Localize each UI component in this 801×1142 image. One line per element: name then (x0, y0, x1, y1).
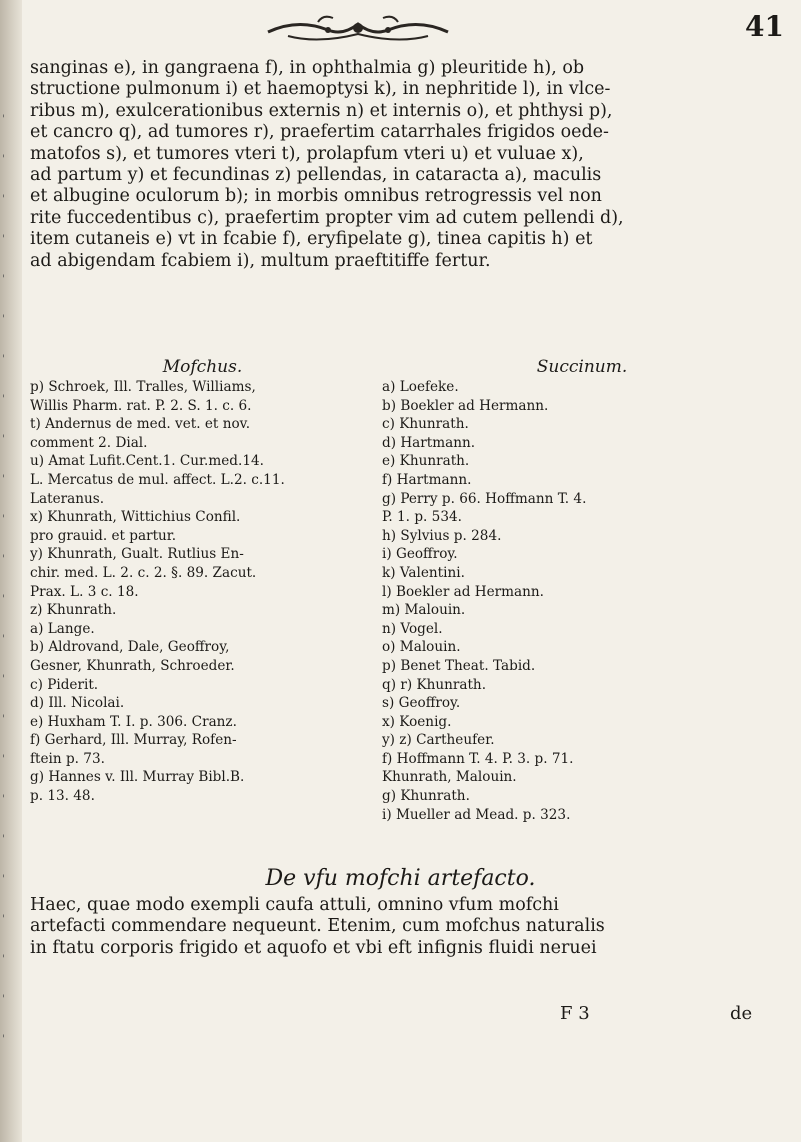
footnote-line: pro grauid. et partur. (30, 527, 177, 544)
right-column-heading: Succinum. (536, 357, 628, 377)
footnote-line: y) Khunrath, Gualt. Rutlius En- (30, 546, 244, 563)
section-title: De vfu mofchi artefacto. (265, 866, 536, 891)
paragraph-line: artefacti commendare nequeunt. Etenim, cum mofchus naturalis (30, 916, 605, 937)
footnote-line: Lateranus. (30, 490, 105, 507)
footnote-line: q) r) Khunrath. (382, 676, 487, 693)
footnote-line: b) Boekler ad Hermann. (382, 397, 549, 414)
left-column-heading: Mofchus. (162, 357, 243, 377)
footnote-line: x) Khunrath, Wittichius Confil. (30, 509, 241, 526)
footnote-line: Prax. L. 3 c. 18. (30, 583, 139, 600)
left-column-lines (30, 378, 375, 806)
footnote-line: f) Gerhard, Ill. Murray, Rofen- (30, 732, 237, 749)
footnote-line: chir. med. L. 2. c. 2. §. 89. Zacut. (30, 564, 257, 581)
footnote-line: a) Loefeke. (382, 379, 459, 395)
footnote-line: b) Aldrovand, Dale, Geoffroy, (30, 639, 230, 656)
footnote-line: p) Schroek, Ill. Tralles, Williams, (30, 379, 256, 395)
right-footnote-column (382, 357, 782, 824)
footnote-line: s) Geoffroy. (382, 695, 461, 712)
footnote-line: L. Mercatus de mul. affect. L.2. c.11. (30, 471, 285, 488)
page-number: 41 (745, 10, 784, 43)
footnote-line: ftein p. 73. (30, 750, 105, 767)
footnote-line: u) Amat Lufit.Cent.1. Cur.med.14. (30, 453, 264, 470)
footnote-line: g) Khunrath. (382, 788, 470, 805)
footnote-line: P. 1. p. 534. (382, 509, 462, 526)
footnote-line: c) Khunrath. (382, 416, 469, 433)
signature-mark: F 3 (560, 1003, 590, 1024)
footnote-line: comment 2. Dial. (30, 434, 148, 451)
footnote-line: i) Geoffroy. (382, 546, 458, 563)
footnote-line: y) z) Cartheufer. (382, 732, 495, 749)
footnote-line: p. 13. 48. (30, 788, 95, 805)
margin-marks: ' ' ' ' ' ' ' ' ' ' ' ' ' ' ' ' ' ' ' ' ' ' ' ' (2, 114, 5, 1045)
top-paragraph (30, 58, 775, 272)
paragraph-line: item cutaneis e) vt in fcabie f), eryfipelate g), tinea capitis h) et (30, 229, 593, 250)
footnote-line: k) Valentini. (382, 564, 465, 581)
footnote-line: g) Hannes v. Ill. Murray Bibl.B. (30, 769, 245, 786)
footnote-line: p) Benet Theat. Tabid. (382, 657, 536, 674)
paragraph-line: ad partum y) et fecundinas z) pellendas, in cataracta a), maculis (30, 165, 602, 186)
footnote-line: l) Boekler ad Hermann. (382, 583, 544, 600)
footnote-line: n) Vogel. (382, 620, 443, 637)
right-column-lines (382, 378, 782, 824)
paragraph-line: Haec, quae modo exempli caufa attuli, omnino vfum mofchi (30, 895, 559, 915)
footnote-line: d) Hartmann. (382, 434, 476, 451)
footnote-line: Willis Pharm. rat. P. 2. S. 1. c. 6. (30, 397, 252, 414)
paragraph-line: structione pulmonum i) et haemoptysi k), in nephritide l), in vlce- (30, 79, 611, 100)
footnote-line: z) Khunrath. (30, 602, 117, 619)
paragraph-line: in ftatu corporis frigido et aquofo et vbi eft infignis fluidi neruei (30, 937, 597, 958)
footnote-line: t) Andernus de med. vet. et nov. (30, 416, 251, 433)
paragraph-line: ad abigendam fcabiem i), multum praeftitiffe fertur. (30, 250, 491, 271)
paragraph-line: et cancro q), ad tumores r), praefertim catarrhales frigidos oede- (30, 122, 609, 143)
footnote-line: m) Malouin. (382, 602, 466, 619)
footnote-line: a) Lange. (30, 620, 95, 637)
footnote-line: o) Malouin. (382, 639, 461, 656)
page-binding-edge (0, 0, 22, 1142)
footnote-line: Gesner, Khunrath, Schroeder. (30, 657, 235, 674)
footnote-line: f) Hoffmann T. 4. P. 3. p. 71. (382, 750, 574, 767)
footnote-line: c) Piderit. (30, 676, 99, 693)
head-ornament (258, 10, 458, 50)
footnote-line: f) Hartmann. (382, 471, 472, 488)
left-footnote-column (30, 357, 375, 806)
paragraph-line: sanginas e), in gangraena f), in ophthalmia g) pleuritide h), ob (30, 58, 585, 78)
paragraph-line: ribus m), exulcerationibus externis n) et internis o), et phthysi p), (30, 100, 613, 121)
footnote-line: e) Huxham T. I. p. 306. Cranz. (30, 713, 237, 730)
footnote-line: h) Sylvius p. 284. (382, 527, 502, 544)
footnote-line: e) Khunrath. (382, 453, 470, 470)
bottom-paragraph (30, 895, 775, 959)
paragraph-line: matofos s), et tumores vteri t), prolapfum vteri u) et vuluae x), (30, 143, 584, 164)
footnote-line: d) Ill. Nicolai. (30, 695, 125, 712)
footnote-line: g) Perry p. 66. Hoffmann T. 4. (382, 490, 587, 507)
paragraph-line: rite fuccedentibus c), praefertim propter vim ad cutem pellendi d), (30, 207, 624, 228)
footnote-line: Khunrath, Malouin. (382, 769, 517, 786)
catchword: de (730, 1003, 753, 1024)
footnote-line: i) Mueller ad Mead. p. 323. (382, 806, 571, 823)
paragraph-line: et albugine oculorum b); in morbis omnibus retrogressis vel non (30, 186, 602, 207)
footnote-line: x) Koenig. (382, 713, 452, 730)
